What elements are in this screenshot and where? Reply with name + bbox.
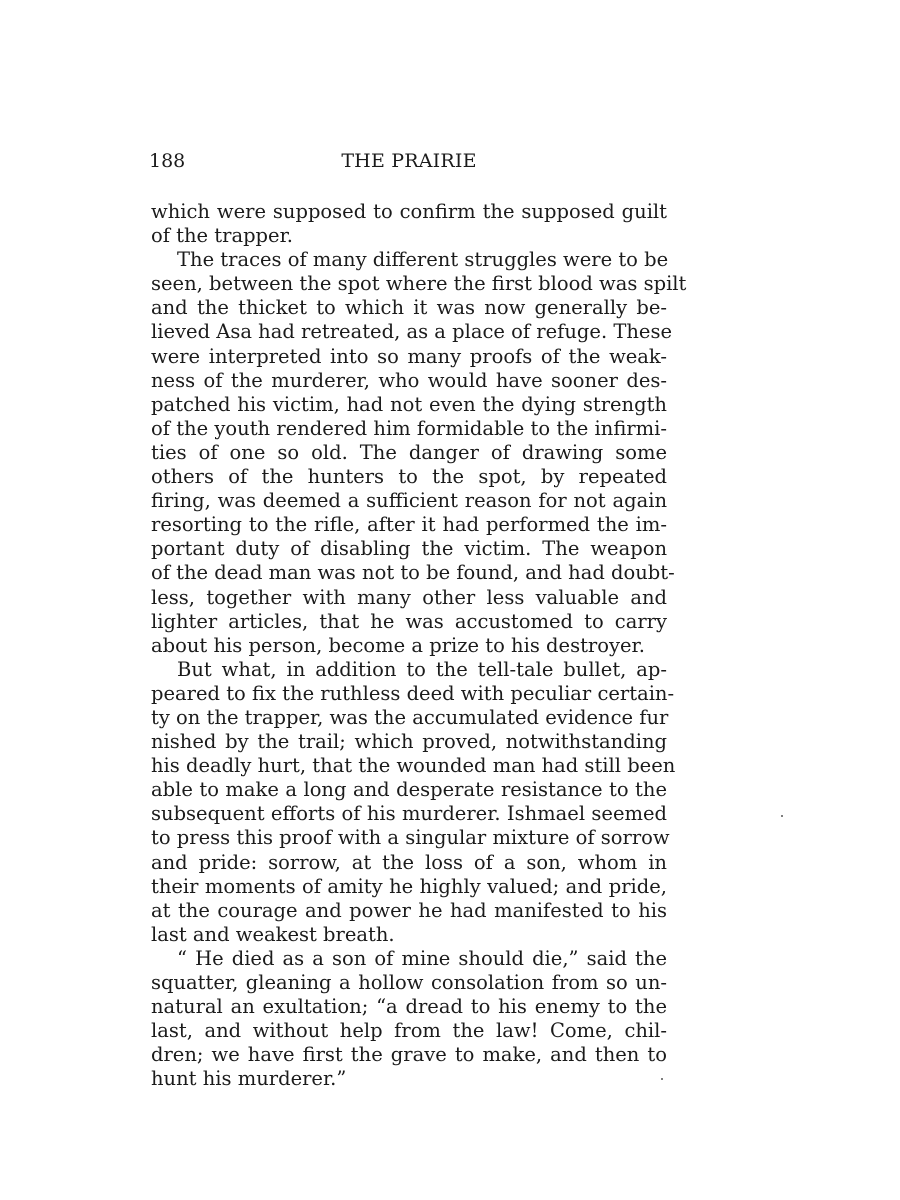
text-line: dren; we have first the grave to make, and then to xyxy=(151,1043,667,1067)
text-line: patched his victim, had not even the dying strength xyxy=(151,392,667,416)
text-line: last, and without help from the law! Come, chil- xyxy=(151,1019,667,1043)
text-line: of the youth rendered him formidable to the infirmi- xyxy=(151,416,667,440)
text-line: less, together with many other less valuable and xyxy=(151,585,667,609)
text-line: and pride: sorrow, at the loss of a son, whom in xyxy=(151,850,667,874)
text-line: seen, between the spot where the first blood was spilt xyxy=(151,272,687,296)
text-line: hunt his murderer.” xyxy=(151,1067,347,1091)
text-line: and the thicket to which it was now generally be- xyxy=(151,296,667,320)
text-line: ty on the trapper, was the accumulated evidence fur xyxy=(151,705,669,729)
text-line: The traces of many different struggles were to be xyxy=(177,248,669,272)
text-line: of the trapper. xyxy=(151,224,293,248)
text-line: ties of one so old. The danger of drawing some xyxy=(151,440,667,464)
text-line: able to make a long and desperate resistance to the xyxy=(151,778,667,802)
text-line: firing, was deemed a sufficient reason for not again xyxy=(151,489,667,513)
scan-speck xyxy=(661,1078,663,1080)
page-number: 188 xyxy=(149,150,186,172)
text-line: nished by the trail; which proved, notwithstanding xyxy=(151,730,667,754)
text-line: their moments of amity he highly valued; and pride, xyxy=(151,874,667,898)
text-line: “ He died as a son of mine should die,” said the xyxy=(177,946,667,970)
running-head xyxy=(149,148,669,174)
text-line: lieved Asa had retreated, as a place of refuge. These xyxy=(151,320,672,344)
text-line: But what, in addition to the tell-tale bullet, ap- xyxy=(177,657,667,681)
text-line: natural an exultation; “a dread to his enemy to the xyxy=(151,995,667,1019)
text-line: resorting to the rifle, after it had performed the im- xyxy=(151,513,667,537)
text-line: lighter articles, that he was accustomed to carry xyxy=(151,609,667,633)
running-title: THE PRAIRIE xyxy=(341,150,477,172)
text-line: which were supposed to confirm the supposed guilt xyxy=(151,200,667,223)
text-line: of the dead man was not to be found, and had doubt- xyxy=(151,561,675,585)
text-line: others of the hunters to the spot, by repeated xyxy=(151,465,667,489)
text-line: last and weakest breath. xyxy=(151,922,395,946)
text-line: subsequent efforts of his murderer. Ishmael seemed xyxy=(151,802,667,826)
text-line: at the courage and power he had manifested to his xyxy=(151,898,667,922)
text-line: squatter, gleaning a hollow consolation from so un- xyxy=(151,971,667,994)
text-line: to press this proof with a singular mixture of sorrow xyxy=(151,826,670,850)
text-line: peared to fix the ruthless deed with peculiar certain- xyxy=(151,681,675,705)
text-line: his deadly hurt, that the wounded man had still been xyxy=(151,754,676,778)
text-line: were interpreted into so many proofs of the weak- xyxy=(151,344,667,368)
text-line: portant duty of disabling the victim. The weapon xyxy=(151,537,667,561)
text-line: ness of the murderer, who would have sooner des- xyxy=(151,368,667,392)
scan-speck xyxy=(781,815,783,817)
body-text xyxy=(151,200,687,1091)
text-line: about his person, become a prize to his destroyer. xyxy=(151,633,645,657)
